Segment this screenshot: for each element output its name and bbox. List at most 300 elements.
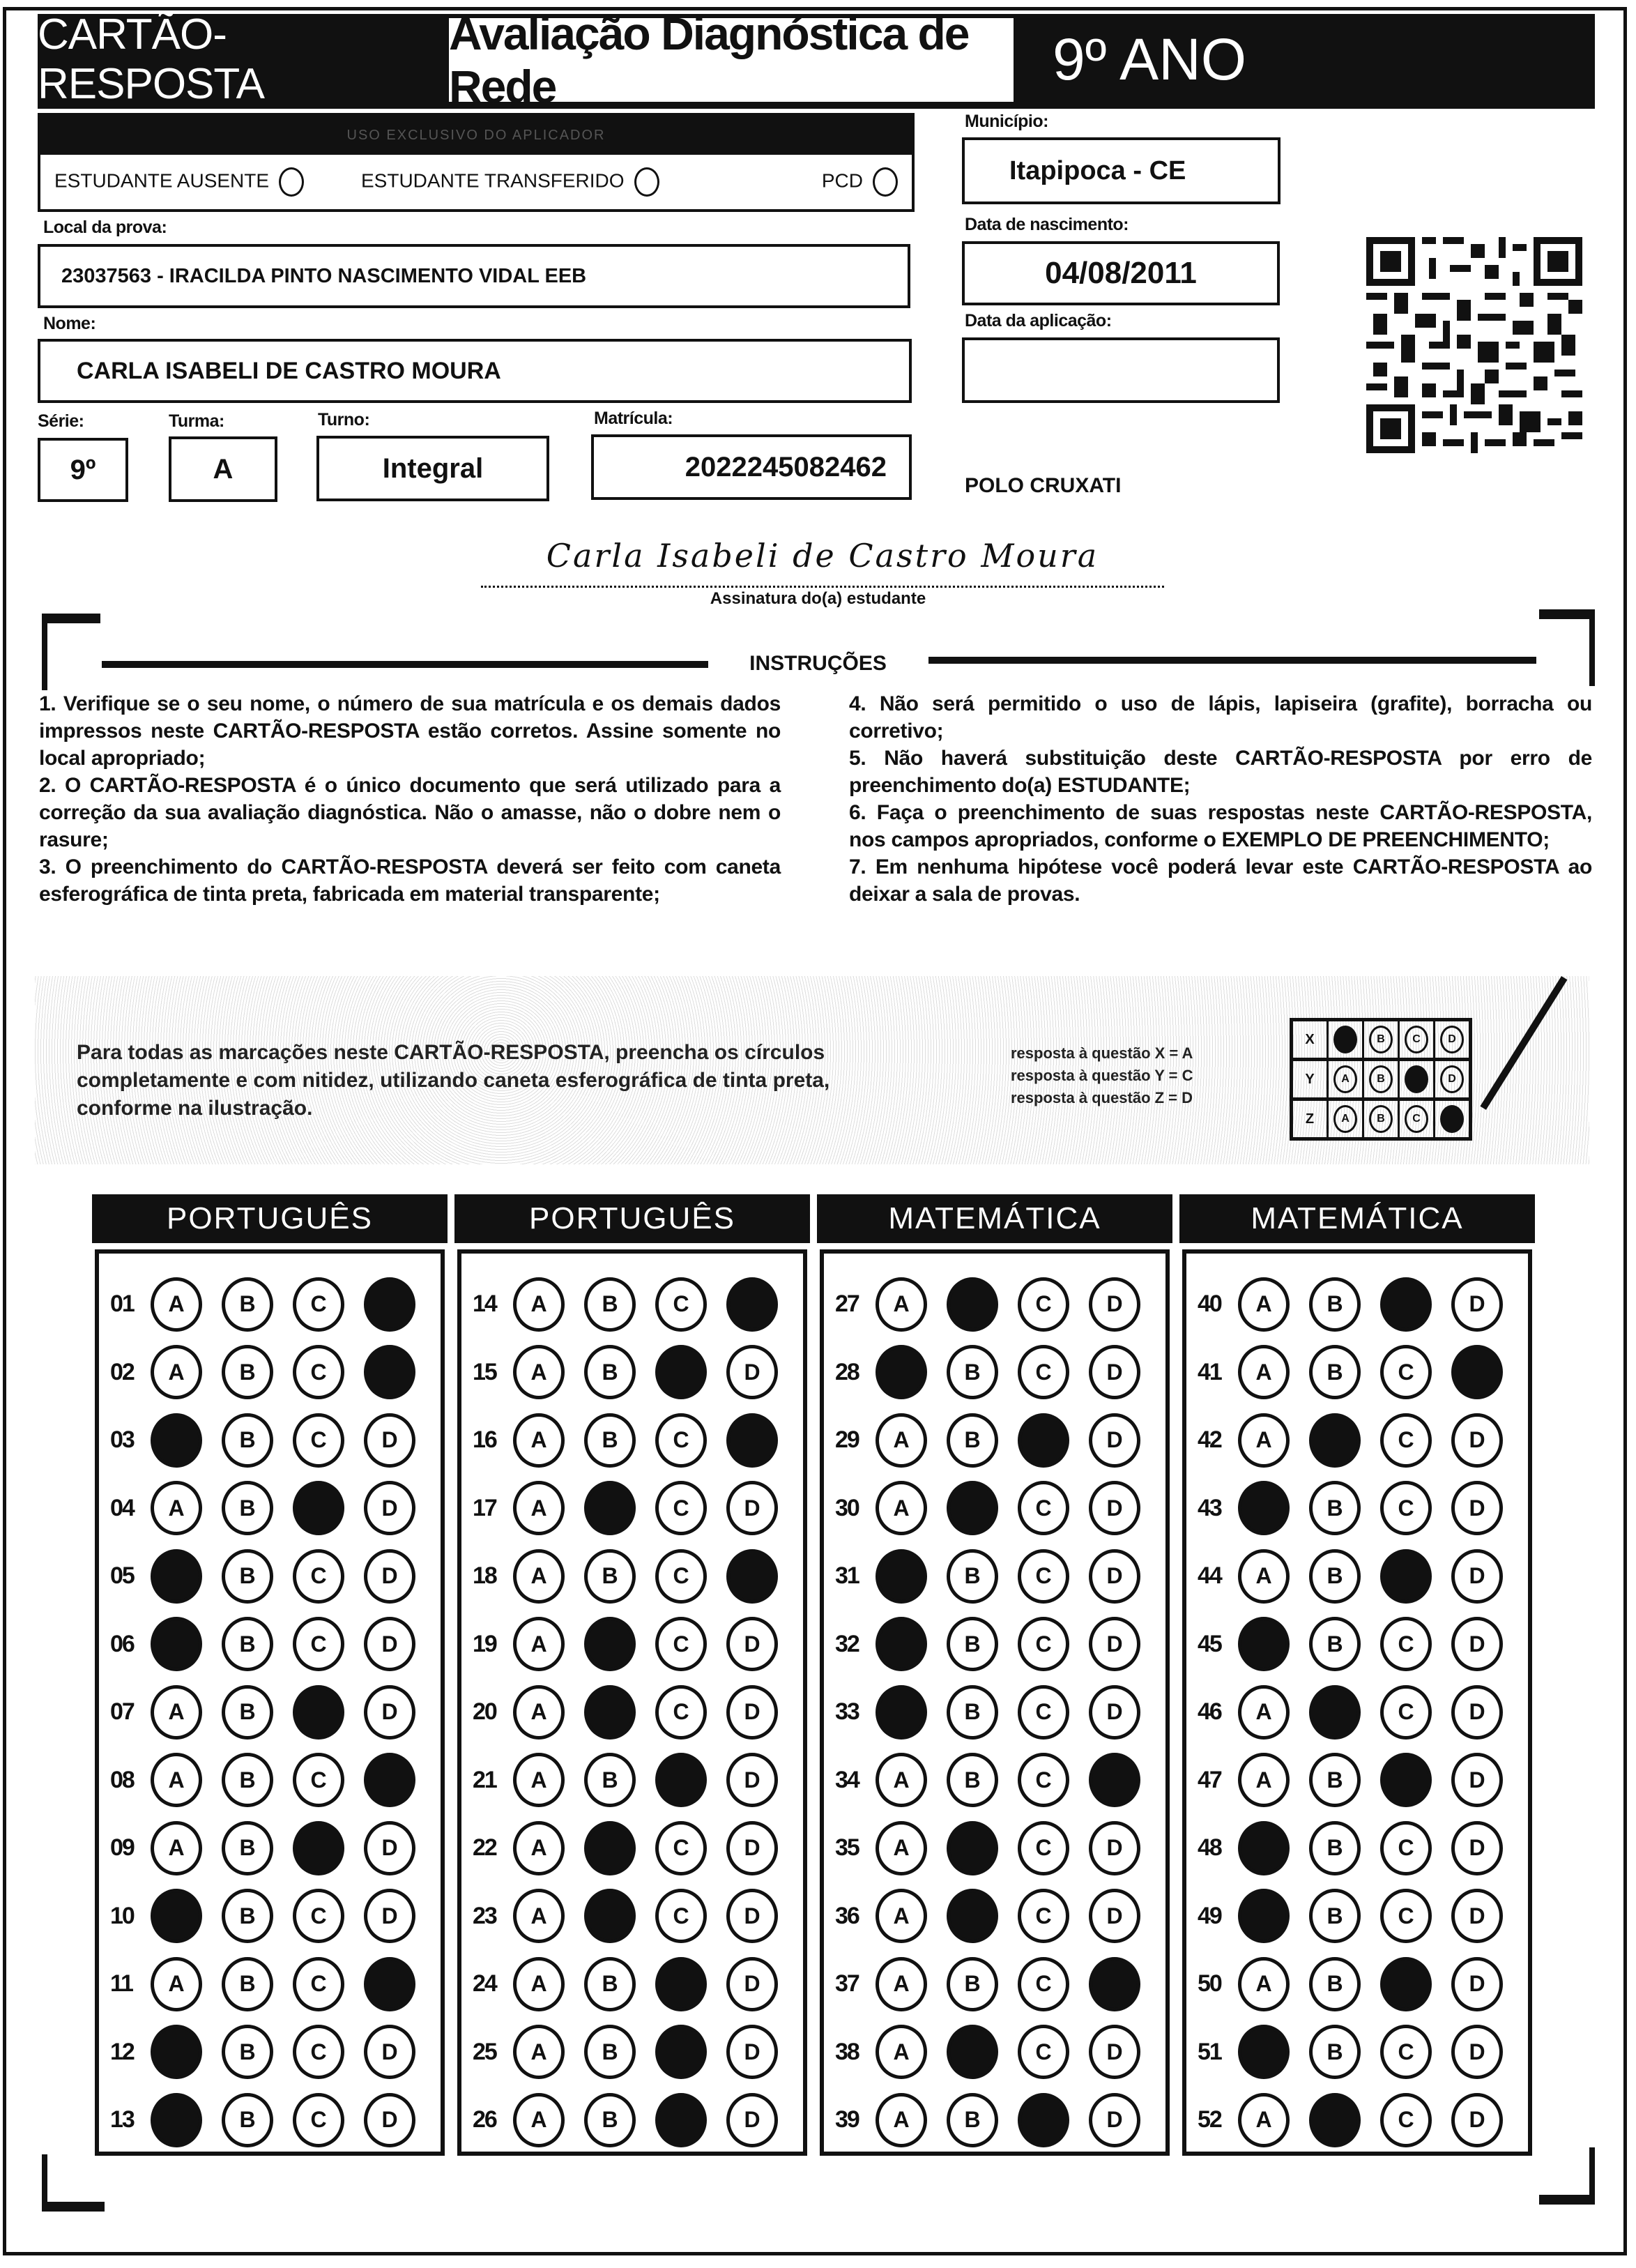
question-row bbox=[99, 1746, 441, 1815]
answer-bubble-a[interactable] bbox=[151, 2093, 202, 2147]
answer-bubble-a[interactable]: A bbox=[513, 2093, 565, 2147]
question-row bbox=[824, 1339, 1165, 1407]
question-row bbox=[99, 1270, 441, 1339]
turno-field: Integral bbox=[316, 436, 549, 501]
answer-bubble-d[interactable] bbox=[364, 1753, 415, 1807]
answer-bubble-b[interactable] bbox=[1309, 1413, 1361, 1468]
question-number: 33 bbox=[835, 1698, 859, 1726]
question-row bbox=[1186, 1406, 1528, 1475]
answer-bubble-b[interactable]: B bbox=[584, 1549, 636, 1604]
answer-bubble-c[interactable]: C bbox=[655, 1549, 707, 1604]
answer-bubble-c[interactable] bbox=[293, 1821, 344, 1875]
answer-bubble-c[interactable] bbox=[1380, 1277, 1432, 1332]
qr-code-icon bbox=[1366, 237, 1582, 453]
answer-bubble-c[interactable] bbox=[293, 1685, 344, 1740]
answer-bubble-b[interactable] bbox=[584, 1481, 636, 1535]
answer-bubble-d[interactable]: D bbox=[1089, 1685, 1140, 1740]
pcd-option[interactable] bbox=[822, 167, 898, 197]
answer-bubble-d[interactable]: D bbox=[1451, 1821, 1503, 1875]
answer-bubble-b[interactable]: B bbox=[584, 1277, 636, 1332]
answer-bubble-c[interactable]: C bbox=[293, 1957, 344, 2011]
answer-bubble-b[interactable]: B bbox=[222, 1413, 273, 1468]
answer-bubble-d[interactable]: D bbox=[1089, 1889, 1140, 1943]
answer-bubble-c[interactable]: C bbox=[1380, 1413, 1432, 1468]
answer-bubble-d[interactable] bbox=[364, 1345, 415, 1399]
question-row bbox=[824, 2086, 1165, 2154]
fill-example-legend bbox=[1011, 1042, 1193, 1109]
answer-bubble-c[interactable]: C bbox=[293, 1549, 344, 1604]
answer-bubble-a[interactable] bbox=[1238, 1821, 1290, 1875]
answer-bubble-d[interactable]: D bbox=[1089, 2093, 1140, 2147]
answer-bubble-a[interactable]: A bbox=[513, 1821, 565, 1875]
applicator-bar: USO EXCLUSIVO DO APLICADOR bbox=[40, 116, 912, 155]
answer-bubble-b[interactable]: B bbox=[947, 1413, 998, 1468]
answer-bubble-a[interactable] bbox=[151, 1617, 202, 1671]
question-row bbox=[1186, 2086, 1528, 2154]
question-row bbox=[461, 1542, 803, 1611]
question-row bbox=[1186, 1475, 1528, 1543]
question-number: 34 bbox=[835, 1766, 859, 1793]
answer-bubble-d[interactable]: D bbox=[1451, 1889, 1503, 1943]
answer-bubble-b[interactable]: B bbox=[584, 1345, 636, 1399]
answer-bubble-d[interactable]: D bbox=[1089, 1549, 1140, 1604]
instruction-2: 2. O CARTÃO-RESPOSTA é o único documento que será utilizado para a correção da sua avaliação diagnóstica. Não o amasse, não o dobre nem o rasure; bbox=[39, 774, 781, 851]
application-date-field[interactable] bbox=[962, 337, 1280, 403]
answer-bubble-d[interactable]: D bbox=[1451, 1957, 1503, 2011]
municipio-label: Município: bbox=[965, 112, 1048, 131]
answer-bubble-d[interactable]: D bbox=[726, 2093, 778, 2147]
answer-bubble-c[interactable]: C bbox=[293, 1345, 344, 1399]
question-row bbox=[1186, 1746, 1528, 1815]
answer-bubble-c[interactable]: C bbox=[655, 1617, 707, 1671]
answer-bubble-a[interactable]: A bbox=[513, 1957, 565, 2011]
answer-bubble-a[interactable]: A bbox=[513, 1345, 565, 1399]
answer-bubble-c[interactable]: C bbox=[1380, 1617, 1432, 1671]
answer-bubble-c[interactable]: C bbox=[655, 1481, 707, 1535]
answer-bubble-c[interactable]: C bbox=[1380, 1821, 1432, 1875]
question-number: 06 bbox=[110, 1630, 134, 1657]
answer-bubble-c[interactable]: C bbox=[1018, 2025, 1069, 2079]
pcd-label: PCD bbox=[821, 169, 863, 192]
answer-bubble-a[interactable]: A bbox=[513, 1685, 565, 1740]
answer-bubble-d[interactable]: D bbox=[364, 2093, 415, 2147]
answer-bubble-a[interactable]: A bbox=[151, 1753, 202, 1807]
question-row bbox=[824, 1270, 1165, 1339]
question-number: 46 bbox=[1198, 1698, 1221, 1726]
answer-bubble-c[interactable]: C bbox=[1018, 1957, 1069, 2011]
answer-bubble-d[interactable] bbox=[1089, 1957, 1140, 2011]
question-row bbox=[824, 1950, 1165, 2018]
answer-bubble-d[interactable] bbox=[364, 1277, 415, 1332]
answer-bubble-c[interactable] bbox=[655, 1957, 707, 2011]
answer-bubble-d[interactable]: D bbox=[726, 1345, 778, 1399]
answer-bubble-b[interactable] bbox=[947, 2025, 998, 2079]
answer-bubble-c[interactable] bbox=[1018, 1413, 1069, 1468]
question-number: 28 bbox=[835, 1358, 859, 1385]
answer-bubble-b[interactable]: B bbox=[1309, 2025, 1361, 2079]
subject-header: MATEMÁTICA bbox=[817, 1194, 1172, 1243]
answer-bubble-a[interactable]: A bbox=[513, 1413, 565, 1468]
answer-bubble-d[interactable]: D bbox=[1451, 1753, 1503, 1807]
question-number: 43 bbox=[1198, 1494, 1221, 1521]
answer-bubble-d[interactable]: D bbox=[726, 1889, 778, 1943]
answer-bubble-c[interactable] bbox=[655, 1753, 707, 1807]
question-row bbox=[824, 1542, 1165, 1611]
answer-bubble-c[interactable]: C bbox=[293, 1413, 344, 1468]
question-row bbox=[99, 2018, 441, 2087]
assessment-title: Avaliação Diagnóstica de Rede bbox=[449, 18, 1016, 102]
question-row bbox=[99, 1678, 441, 1746]
answer-bubble-b[interactable]: B bbox=[1309, 1345, 1361, 1399]
answer-bubble-b[interactable] bbox=[1309, 2093, 1361, 2147]
answer-bubble-c[interactable]: C bbox=[655, 1821, 707, 1875]
answer-bubble-a[interactable]: A bbox=[513, 1753, 565, 1807]
answer-bubble-d[interactable]: D bbox=[1089, 1617, 1140, 1671]
answer-bubble-c[interactable]: C bbox=[293, 1889, 344, 1943]
answer-bubble-d[interactable]: D bbox=[364, 1413, 415, 1468]
answer-bubble-a[interactable]: A bbox=[513, 1277, 565, 1332]
answer-bubble-d[interactable]: D bbox=[1089, 1821, 1140, 1875]
answer-bubble-b[interactable] bbox=[584, 1889, 636, 1943]
answer-bubble-b[interactable] bbox=[947, 1889, 998, 1943]
answer-bubble-a[interactable] bbox=[151, 1889, 202, 1943]
serie-label: Série: bbox=[38, 411, 84, 431]
answer-bubble-b[interactable]: B bbox=[222, 1277, 273, 1332]
answer-bubble-c[interactable] bbox=[655, 1345, 707, 1399]
answer-bubble-d[interactable]: D bbox=[1451, 1617, 1503, 1671]
answer-bubble-d[interactable] bbox=[1089, 1753, 1140, 1807]
answer-bubble-b[interactable] bbox=[947, 1481, 998, 1535]
answer-bubble-c[interactable]: C bbox=[1018, 1481, 1069, 1535]
answer-bubble-c[interactable]: C bbox=[293, 2093, 344, 2147]
question-row bbox=[824, 2018, 1165, 2087]
answer-bubble-b[interactable]: B bbox=[1309, 1889, 1361, 1943]
answer-bubble-d[interactable] bbox=[726, 1549, 778, 1604]
answer-bubble-a[interactable]: A bbox=[1238, 1413, 1290, 1468]
answer-bubble-a[interactable]: A bbox=[876, 2025, 927, 2079]
instruction-5: 5. Não haverá substituição deste CARTÃO-RESPOSTA por erro de preenchimento do(a) ESTUDANTE; bbox=[849, 747, 1592, 797]
instructions-left-column bbox=[39, 690, 781, 908]
answer-bubble-b[interactable] bbox=[584, 1821, 636, 1875]
answer-bubble-a[interactable]: A bbox=[1238, 1685, 1290, 1740]
answer-bubble-d[interactable]: D bbox=[1451, 1685, 1503, 1740]
question-row bbox=[99, 1339, 441, 1407]
answer-bubble-d[interactable]: D bbox=[1451, 2025, 1503, 2079]
answer-bubble-d[interactable]: D bbox=[1451, 2093, 1503, 2147]
answer-bubble-b[interactable]: B bbox=[1309, 1821, 1361, 1875]
answer-bubble-c[interactable]: C bbox=[655, 1685, 707, 1740]
answer-bubble-c[interactable] bbox=[1018, 2093, 1069, 2147]
answer-bubble-a[interactable]: A bbox=[513, 1481, 565, 1535]
answer-bubble-c[interactable] bbox=[655, 2093, 707, 2147]
answer-bubble-d[interactable]: D bbox=[726, 1821, 778, 1875]
answer-bubble-a[interactable] bbox=[876, 1685, 927, 1740]
question-number: 35 bbox=[835, 1834, 859, 1862]
answer-bubble-b[interactable] bbox=[947, 1277, 998, 1332]
answer-bubble-d[interactable] bbox=[1451, 1345, 1503, 1399]
answer-bubble-b[interactable]: B bbox=[1309, 1617, 1361, 1671]
answer-bubble-b[interactable]: B bbox=[584, 2093, 636, 2147]
answer-bubble-a[interactable]: A bbox=[876, 1277, 927, 1332]
answer-bubble-b[interactable]: B bbox=[947, 1617, 998, 1671]
answer-bubble-c[interactable]: C bbox=[1018, 1889, 1069, 1943]
absent-option[interactable] bbox=[54, 167, 361, 197]
answer-bubble-c[interactable]: C bbox=[1018, 1277, 1069, 1332]
answer-bubble-c[interactable]: C bbox=[1018, 1685, 1069, 1740]
answer-bubble-d[interactable]: D bbox=[726, 1753, 778, 1807]
answer-bubble-b[interactable]: B bbox=[222, 1481, 273, 1535]
answer-bubble-b[interactable]: B bbox=[1309, 1549, 1361, 1604]
turno-label: Turno: bbox=[318, 410, 370, 429]
instruction-1: 1. Verifique se o seu nome, o número de sua matrícula e os demais dados impressos neste CARTÃO-RESPOSTA estão corretos. Assine somente no local apropriado; bbox=[39, 692, 781, 770]
answer-bubble-c[interactable]: C bbox=[293, 2025, 344, 2079]
answer-bubble-a[interactable] bbox=[151, 1413, 202, 1468]
answer-bubble-c[interactable] bbox=[293, 1481, 344, 1535]
answer-bubble-d[interactable]: D bbox=[1451, 1549, 1503, 1604]
answer-bubble-b[interactable]: B bbox=[947, 1957, 998, 2011]
example-bubble: D bbox=[1440, 1026, 1464, 1053]
question-number: 41 bbox=[1198, 1358, 1221, 1385]
answer-bubble-a[interactable]: A bbox=[876, 2093, 927, 2147]
answer-bubble-c[interactable]: C bbox=[1380, 1481, 1432, 1535]
question-row bbox=[461, 1270, 803, 1339]
question-number: 12 bbox=[110, 2038, 134, 2065]
question-number: 36 bbox=[835, 1902, 859, 1929]
answer-bubble-b[interactable]: B bbox=[584, 1413, 636, 1468]
answer-bubble-b[interactable]: B bbox=[222, 1889, 273, 1943]
answer-bubble-d[interactable]: D bbox=[1089, 1413, 1140, 1468]
answer-bubble-b[interactable]: B bbox=[222, 2025, 273, 2079]
answer-bubble-a[interactable]: A bbox=[151, 1685, 202, 1740]
answer-bubble-c[interactable]: C bbox=[1018, 1753, 1069, 1807]
turma-label: Turma: bbox=[169, 411, 224, 431]
answer-bubble-c[interactable] bbox=[1380, 1957, 1432, 2011]
answer-bubble-b[interactable] bbox=[1309, 1685, 1361, 1740]
answer-bubble-b[interactable]: B bbox=[947, 2093, 998, 2147]
question-number: 39 bbox=[835, 2106, 859, 2133]
sheet-title: CARTÃO-RESPOSTA bbox=[38, 14, 449, 105]
question-row bbox=[1186, 1950, 1528, 2018]
answer-bubble-b[interactable]: B bbox=[222, 1617, 273, 1671]
answer-bubble-b[interactable]: B bbox=[1309, 1277, 1361, 1332]
birthdate-field: 04/08/2011 bbox=[962, 241, 1280, 305]
subject-header: MATEMÁTICA bbox=[1179, 1194, 1535, 1243]
question-number: 19 bbox=[473, 1630, 496, 1657]
answer-bubble-d[interactable]: D bbox=[1089, 1277, 1140, 1332]
answer-bubble-d[interactable] bbox=[364, 1957, 415, 2011]
answer-bubble-c[interactable]: C bbox=[1380, 2093, 1432, 2147]
answer-bubble-b[interactable]: B bbox=[1309, 1753, 1361, 1807]
answer-bubble-b[interactable] bbox=[947, 1821, 998, 1875]
answer-bubble-d[interactable]: D bbox=[726, 1481, 778, 1535]
answer-bubble-a[interactable]: A bbox=[876, 1753, 927, 1807]
answer-bubble-b[interactable]: B bbox=[947, 1685, 998, 1740]
applicator-section bbox=[38, 113, 915, 212]
answer-bubble-b[interactable]: B bbox=[947, 1345, 998, 1399]
answer-bubble-a[interactable]: A bbox=[151, 1957, 202, 2011]
instruction-6: 6. Faça o preenchimento de suas respostas neste CARTÃO-RESPOSTA, nos campos apropriados, conforme o EXEMPLO DE PREENCHIMENTO; bbox=[849, 801, 1592, 851]
answer-bubble-a[interactable] bbox=[1238, 1617, 1290, 1671]
answer-bubble-a[interactable] bbox=[1238, 1889, 1290, 1943]
answer-bubble-d[interactable]: D bbox=[364, 1889, 415, 1943]
answer-bubble-c[interactable]: C bbox=[293, 1617, 344, 1671]
answer-bubble-b[interactable]: B bbox=[584, 1957, 636, 2011]
answer-column bbox=[457, 1249, 807, 2156]
answer-bubble-c[interactable]: C bbox=[293, 1277, 344, 1332]
question-number: 11 bbox=[110, 1970, 132, 1997]
example-question-label: Z bbox=[1293, 1101, 1329, 1137]
answer-bubble-b[interactable]: B bbox=[222, 1685, 273, 1740]
answer-bubble-d[interactable]: D bbox=[364, 1685, 415, 1740]
answer-bubble-a[interactable] bbox=[151, 1549, 202, 1604]
answer-bubble-c[interactable] bbox=[1380, 1753, 1432, 1807]
example-bubble bbox=[1440, 1105, 1464, 1133]
answer-bubble-b[interactable]: B bbox=[222, 1753, 273, 1807]
qr-code bbox=[1366, 237, 1582, 453]
example-cell bbox=[1364, 1021, 1400, 1058]
answer-bubble-a[interactable] bbox=[876, 1549, 927, 1604]
answer-bubble-b[interactable]: B bbox=[222, 1549, 273, 1604]
legend-x: resposta à questão X = A bbox=[1011, 1044, 1193, 1062]
registration-mark-bottom-left-bar bbox=[42, 2202, 105, 2212]
answer-bubble-d[interactable]: D bbox=[726, 1957, 778, 2011]
answer-bubble-a[interactable]: A bbox=[1238, 1957, 1290, 2011]
answer-bubble-d[interactable]: D bbox=[364, 1481, 415, 1535]
answer-bubble-a[interactable]: A bbox=[513, 2025, 565, 2079]
transferred-checkbox[interactable] bbox=[634, 167, 659, 197]
birthdate-label: Data de nascimento: bbox=[965, 215, 1129, 234]
question-number: 32 bbox=[835, 1630, 859, 1657]
answer-bubble-d[interactable]: D bbox=[1089, 2025, 1140, 2079]
answer-bubble-d[interactable]: D bbox=[1451, 1277, 1503, 1332]
question-number: 27 bbox=[835, 1291, 859, 1318]
answer-bubble-b[interactable]: B bbox=[222, 2093, 273, 2147]
absent-checkbox[interactable] bbox=[279, 167, 304, 197]
registration-mark-bottom-right-bar bbox=[1539, 2195, 1595, 2205]
answer-bubble-b[interactable]: B bbox=[222, 1957, 273, 2011]
answer-bubble-a[interactable] bbox=[1238, 1481, 1290, 1535]
answer-bubble-c[interactable]: C bbox=[655, 1413, 707, 1468]
question-row bbox=[824, 1882, 1165, 1951]
answer-bubble-c[interactable]: C bbox=[293, 1753, 344, 1807]
answer-bubble-a[interactable]: A bbox=[876, 1481, 927, 1535]
answer-bubble-a[interactable]: A bbox=[1238, 2093, 1290, 2147]
answer-bubble-c[interactable]: C bbox=[1018, 1345, 1069, 1399]
answer-bubble-c[interactable]: C bbox=[1380, 1889, 1432, 1943]
answer-bubble-d[interactable]: D bbox=[726, 2025, 778, 2079]
answer-bubble-d[interactable]: D bbox=[1089, 1345, 1140, 1399]
answer-bubble-d[interactable]: D bbox=[364, 1549, 415, 1604]
answer-bubble-a[interactable]: A bbox=[151, 1277, 202, 1332]
pcd-checkbox[interactable] bbox=[873, 167, 898, 197]
question-number: 23 bbox=[473, 1902, 496, 1929]
answer-bubble-b[interactable] bbox=[584, 1617, 636, 1671]
question-number: 07 bbox=[110, 1698, 134, 1726]
transferred-option[interactable] bbox=[361, 167, 751, 197]
question-number: 04 bbox=[110, 1494, 134, 1521]
answer-bubble-c[interactable]: C bbox=[1018, 1821, 1069, 1875]
answer-bubble-b[interactable]: B bbox=[1309, 1957, 1361, 2011]
answer-bubble-a[interactable]: A bbox=[1238, 1753, 1290, 1807]
question-row bbox=[99, 1611, 441, 1679]
answer-bubble-b[interactable]: B bbox=[222, 1345, 273, 1399]
answer-bubble-d[interactable]: D bbox=[726, 1685, 778, 1740]
answer-bubble-a[interactable]: A bbox=[876, 1821, 927, 1875]
municipio-field: Itapipoca - CE bbox=[962, 137, 1280, 204]
answer-bubble-c[interactable]: C bbox=[1380, 1685, 1432, 1740]
answer-bubble-d[interactable]: D bbox=[1451, 1481, 1503, 1535]
answer-bubble-a[interactable]: A bbox=[1238, 1277, 1290, 1332]
answer-bubble-c[interactable]: C bbox=[1018, 1617, 1069, 1671]
answer-bubble-c[interactable] bbox=[655, 2025, 707, 2079]
answer-bubble-b[interactable]: B bbox=[222, 1821, 273, 1875]
answer-bubble-b[interactable]: B bbox=[584, 2025, 636, 2079]
answer-bubble-a[interactable] bbox=[151, 2025, 202, 2079]
answer-bubble-a[interactable]: A bbox=[1238, 1549, 1290, 1604]
legend-z: resposta à questão Z = D bbox=[1011, 1089, 1193, 1106]
answer-bubble-a[interactable]: A bbox=[876, 1413, 927, 1468]
question-number: 13 bbox=[110, 2106, 134, 2133]
example-bubble: C bbox=[1405, 1026, 1428, 1053]
answer-bubble-c[interactable]: C bbox=[1018, 1549, 1069, 1604]
answer-bubble-a[interactable]: A bbox=[151, 1481, 202, 1535]
answer-bubble-d[interactable]: D bbox=[364, 1821, 415, 1875]
question-row bbox=[824, 1814, 1165, 1882]
answer-bubble-c[interactable]: C bbox=[655, 1277, 707, 1332]
answer-bubble-c[interactable]: C bbox=[1380, 1345, 1432, 1399]
answer-bubble-a[interactable]: A bbox=[513, 1549, 565, 1604]
answer-bubble-b[interactable]: B bbox=[1309, 1481, 1361, 1535]
answer-bubble-b[interactable]: B bbox=[947, 1549, 998, 1604]
answer-bubble-d[interactable]: D bbox=[1451, 1413, 1503, 1468]
answer-bubble-c[interactable] bbox=[1380, 1549, 1432, 1604]
answer-bubble-b[interactable] bbox=[584, 1685, 636, 1740]
answer-bubble-d[interactable] bbox=[726, 1277, 778, 1332]
legend-y: resposta à questão Y = C bbox=[1011, 1067, 1193, 1084]
answer-bubble-b[interactable]: B bbox=[947, 1753, 998, 1807]
answer-bubble-d[interactable]: D bbox=[364, 1617, 415, 1671]
name-field: CARLA ISABELI DE CASTRO MOURA bbox=[38, 339, 912, 403]
answer-bubble-a[interactable]: A bbox=[513, 1617, 565, 1671]
example-bubble bbox=[1333, 1026, 1357, 1053]
answer-bubble-a[interactable]: A bbox=[876, 1957, 927, 2011]
polo-label: POLO CRUXATI bbox=[965, 474, 1122, 497]
answer-column bbox=[1182, 1249, 1532, 2156]
answer-bubble-c[interactable]: C bbox=[1380, 2025, 1432, 2079]
answer-bubble-a[interactable]: A bbox=[876, 1889, 927, 1943]
answer-bubble-d[interactable]: D bbox=[364, 2025, 415, 2079]
question-row bbox=[461, 2086, 803, 2154]
answer-bubble-a[interactable]: A bbox=[1238, 1345, 1290, 1399]
question-number: 44 bbox=[1198, 1562, 1221, 1590]
answer-bubble-a[interactable] bbox=[1238, 2025, 1290, 2079]
matricula-field: 2022245082462 bbox=[591, 434, 912, 500]
answer-bubble-d[interactable]: D bbox=[726, 1617, 778, 1671]
question-number: 15 bbox=[473, 1358, 496, 1385]
answer-bubble-a[interactable] bbox=[876, 1617, 927, 1671]
transferred-label: ESTUDANTE TRANSFERIDO bbox=[361, 169, 625, 192]
question-number: 42 bbox=[1198, 1426, 1221, 1454]
example-bubble: B bbox=[1369, 1065, 1393, 1093]
answer-bubble-a[interactable] bbox=[876, 1345, 927, 1399]
answer-bubble-d[interactable] bbox=[726, 1413, 778, 1468]
answer-bubble-c[interactable]: C bbox=[655, 1889, 707, 1943]
answer-bubble-b[interactable]: B bbox=[584, 1753, 636, 1807]
answer-bubble-a[interactable]: A bbox=[513, 1889, 565, 1943]
answer-bubble-a[interactable]: A bbox=[151, 1345, 202, 1399]
answer-bubble-d[interactable]: D bbox=[1089, 1481, 1140, 1535]
answer-bubble-a[interactable]: A bbox=[151, 1821, 202, 1875]
